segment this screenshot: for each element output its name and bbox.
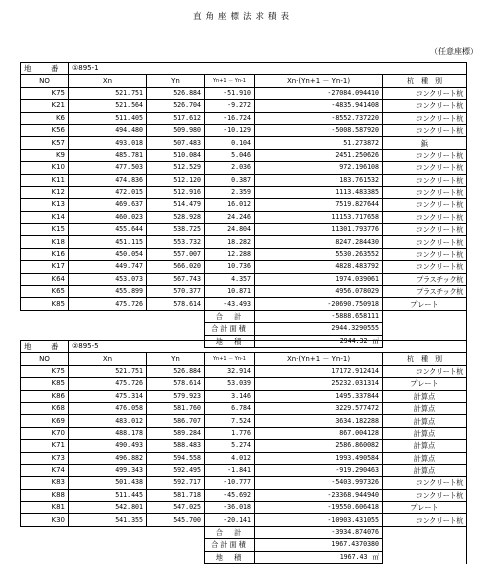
table-row <box>21 186 467 198</box>
product-value: 1495.337844 <box>255 390 383 402</box>
point-no: K10 <box>21 162 69 174</box>
y-coordinate: 526.884 <box>147 87 205 99</box>
summary-spacer <box>21 539 205 551</box>
y-coordinate: 547.025 <box>147 502 205 514</box>
point-no: K30 <box>21 514 69 526</box>
y-difference: -51.910 <box>205 87 255 99</box>
table-row <box>21 286 467 298</box>
x-coordinate: 449.747 <box>69 261 147 273</box>
stake-type: コンクリート杭 <box>383 186 467 198</box>
x-coordinate: 541.355 <box>69 514 147 526</box>
stake-type: コンクリート杭 <box>383 248 467 260</box>
product-value: -20690.750918 <box>255 298 383 310</box>
stake-type: コンクリート杭 <box>383 365 467 377</box>
product-value: 972.196108 <box>255 162 383 174</box>
y-difference: 5.274 <box>205 440 255 452</box>
point-no: K6 <box>21 112 69 124</box>
product-value: 2586.860082 <box>255 440 383 452</box>
product-value: 1993.490584 <box>255 452 383 464</box>
table-row <box>21 415 467 427</box>
table-row <box>21 273 467 285</box>
table-row <box>21 452 467 464</box>
y-coordinate: 553.732 <box>147 236 205 248</box>
y-difference: 12.288 <box>205 248 255 260</box>
product-value: -19550.606418 <box>255 502 383 514</box>
area-sum-row <box>21 323 467 335</box>
y-difference: 3.146 <box>205 390 255 402</box>
table-row <box>21 112 467 124</box>
header-row <box>21 75 467 87</box>
stake-type: 計算点 <box>383 440 467 452</box>
y-coordinate: 517.612 <box>147 112 205 124</box>
y-coordinate: 594.558 <box>147 452 205 464</box>
area-sum-value: 2944.3290555 <box>255 323 383 335</box>
summary-spacer <box>383 323 467 335</box>
y-difference: -10.777 <box>205 477 255 489</box>
y-difference: 2.359 <box>205 186 255 198</box>
x-coordinate: 474.836 <box>69 174 147 186</box>
y-coordinate: 512.529 <box>147 162 205 174</box>
product-value: 1974.039061 <box>255 273 383 285</box>
stake-type: 計算点 <box>383 415 467 427</box>
y-coordinate: 592.717 <box>147 477 205 489</box>
stake-type: 鋲 <box>383 137 467 149</box>
point-no: K73 <box>21 452 69 464</box>
area-table-body <box>21 341 467 564</box>
summary-spacer <box>21 323 205 335</box>
summary-spacer <box>21 526 205 538</box>
y-coordinate: 526.704 <box>147 100 205 112</box>
y-difference: -43.493 <box>205 298 255 310</box>
product-value: 867.004128 <box>255 427 383 439</box>
product-value: -27084.094410 <box>255 87 383 99</box>
stake-type: コンクリート杭 <box>383 112 467 124</box>
product-value: 1113.483385 <box>255 186 383 198</box>
table-row <box>21 211 467 223</box>
y-difference: -10.129 <box>205 124 255 136</box>
product-value: -23368.944940 <box>255 489 383 501</box>
header-row <box>21 353 467 365</box>
summary-spacer <box>21 551 205 563</box>
x-coordinate: 511.445 <box>69 489 147 501</box>
table-row <box>21 464 467 476</box>
point-no: K15 <box>21 224 69 236</box>
x-coordinate: 472.015 <box>69 186 147 198</box>
table-row <box>21 365 467 377</box>
y-difference: 4.012 <box>205 452 255 464</box>
x-coordinate: 455.899 <box>69 286 147 298</box>
summary-label: 地 積 <box>205 335 255 347</box>
y-difference: -45.692 <box>205 489 255 501</box>
x-coordinate: 499.343 <box>69 464 147 476</box>
stake-type: 計算点 <box>383 464 467 476</box>
summary-spacer <box>383 310 467 322</box>
x-coordinate: 455.644 <box>69 224 147 236</box>
y-difference: -1.841 <box>205 464 255 476</box>
y-difference: 16.012 <box>205 199 255 211</box>
stake-type: コンクリート杭 <box>383 477 467 489</box>
product-value: -10903.431055 <box>255 514 383 526</box>
x-coordinate: 451.115 <box>69 236 147 248</box>
x-coordinate: 501.438 <box>69 477 147 489</box>
point-no: K65 <box>21 286 69 298</box>
x-coordinate: 511.405 <box>69 112 147 124</box>
x-coordinate: 521.751 <box>69 365 147 377</box>
table-row <box>21 248 467 260</box>
stake-type: コンクリート杭 <box>383 489 467 501</box>
point-no: K18 <box>21 236 69 248</box>
table-row <box>21 149 467 161</box>
point-no: K71 <box>21 440 69 452</box>
stake-type: 計算点 <box>383 452 467 464</box>
x-coordinate: 542.801 <box>69 502 147 514</box>
y-coordinate: 579.923 <box>147 390 205 402</box>
total-row <box>21 310 467 322</box>
product-value: 183.761532 <box>255 174 383 186</box>
x-coordinate: 521.751 <box>69 87 147 99</box>
stake-type: コンクリート杭 <box>383 199 467 211</box>
y-difference: 24.804 <box>205 224 255 236</box>
coordinate-note: （任意座標） <box>430 47 478 56</box>
table-row <box>21 174 467 186</box>
y-difference: 24.246 <box>205 211 255 223</box>
land-area-value: 1967.43 ㎡ <box>255 551 383 563</box>
x-coordinate: 476.058 <box>69 402 147 414</box>
col-type: 杭 種 別 <box>383 353 467 365</box>
y-coordinate: 514.479 <box>147 199 205 211</box>
point-no: K56 <box>21 124 69 136</box>
stake-type: コンクリート杭 <box>383 87 467 99</box>
table-row <box>21 390 467 402</box>
x-coordinate: 450.054 <box>69 248 147 260</box>
product-value: 4956.078029 <box>255 286 383 298</box>
product-value: -4835.941408 <box>255 100 383 112</box>
table-row <box>21 236 467 248</box>
point-no: K68 <box>21 402 69 414</box>
land-area-value: 2944.32 ㎡ <box>255 335 383 347</box>
point-no: K14 <box>21 211 69 223</box>
stake-type: コンクリート杭 <box>383 261 467 273</box>
x-coordinate: 475.726 <box>69 298 147 310</box>
product-value: 2451.250626 <box>255 149 383 161</box>
table-row <box>21 489 467 501</box>
point-no: K75 <box>21 87 69 99</box>
table-row <box>21 124 467 136</box>
point-no: K83 <box>21 477 69 489</box>
x-coordinate: 521.564 <box>69 100 147 112</box>
lot-label: 地 番 <box>21 341 69 353</box>
y-coordinate: 507.483 <box>147 137 205 149</box>
summary-label: 地 積 <box>205 551 255 563</box>
table-row <box>21 199 467 211</box>
product-value: 7519.827644 <box>255 199 383 211</box>
y-coordinate: 538.725 <box>147 224 205 236</box>
summary-spacer <box>383 551 467 563</box>
y-coordinate: 526.884 <box>147 365 205 377</box>
point-no: K64 <box>21 273 69 285</box>
x-coordinate: 475.314 <box>69 390 147 402</box>
product-value: 4828.483792 <box>255 261 383 273</box>
product-value: 8247.284430 <box>255 236 383 248</box>
product-value: -919.290463 <box>255 464 383 476</box>
y-coordinate: 578.614 <box>147 298 205 310</box>
y-coordinate: 570.377 <box>147 286 205 298</box>
y-coordinate: 509.980 <box>147 124 205 136</box>
area-sum-value: 1967.4370380 <box>255 539 383 551</box>
lot-number: ②895-5 <box>69 341 467 353</box>
y-difference: 0.387 <box>205 174 255 186</box>
y-difference: -36.018 <box>205 502 255 514</box>
stake-type: コンクリート杭 <box>383 224 467 236</box>
stake-type: 計算点 <box>383 402 467 414</box>
y-coordinate: 512.916 <box>147 186 205 198</box>
table-row <box>21 402 467 414</box>
y-difference: -16.724 <box>205 112 255 124</box>
area-table-body <box>21 63 467 348</box>
y-difference: 0.104 <box>205 137 255 149</box>
stake-type: プレート <box>383 298 467 310</box>
y-difference: 5.046 <box>205 149 255 161</box>
area-sum-row <box>21 539 467 551</box>
col-xn: Xn <box>69 353 147 365</box>
col-yn: Yn <box>147 353 205 365</box>
table-row <box>21 162 467 174</box>
table-row <box>21 100 467 112</box>
col-yn: Yn <box>147 75 205 87</box>
product-value: -5403.997326 <box>255 477 383 489</box>
point-no: K74 <box>21 464 69 476</box>
y-difference: 10.871 <box>205 286 255 298</box>
x-coordinate: 460.023 <box>69 211 147 223</box>
x-coordinate: 477.503 <box>69 162 147 174</box>
x-coordinate: 494.480 <box>69 124 147 136</box>
point-no: K81 <box>21 502 69 514</box>
total-value: -5888.658111 <box>255 310 383 322</box>
product-value: 11301.793776 <box>255 224 383 236</box>
lot-row <box>21 341 467 353</box>
y-coordinate: 589.284 <box>147 427 205 439</box>
col-diff: Yn+1 － Yn-1 <box>205 353 255 365</box>
table-row <box>21 502 467 514</box>
page-title: 直角座標法求積表 <box>192 12 293 22</box>
point-no: K13 <box>21 199 69 211</box>
y-coordinate: 567.743 <box>147 273 205 285</box>
y-difference: 32.914 <box>205 365 255 377</box>
summary-label: 合計面積 <box>205 323 255 335</box>
total-value: -3934.874076 <box>255 526 383 538</box>
stake-type: プレート <box>383 502 467 514</box>
product-value: 3229.577472 <box>255 402 383 414</box>
summary-spacer <box>383 539 467 551</box>
point-no: K9 <box>21 149 69 161</box>
table-row <box>21 440 467 452</box>
y-difference: -9.272 <box>205 100 255 112</box>
stake-type: コンクリート杭 <box>383 211 467 223</box>
summary-spacer <box>383 526 467 538</box>
stake-type: コンクリート杭 <box>383 174 467 186</box>
y-difference: 4.357 <box>205 273 255 285</box>
stake-type: コンクリート杭 <box>383 236 467 248</box>
stake-type: プレート <box>383 378 467 390</box>
point-no: K17 <box>21 261 69 273</box>
product-value: 11153.717658 <box>255 211 383 223</box>
area-unit: ㎡ <box>372 336 379 345</box>
lot-number: ①895-1 <box>69 63 467 75</box>
lot-label: 地 番 <box>21 63 69 75</box>
col-product: Xn·(Yn+1 － Yn-1) <box>255 75 383 87</box>
y-difference: 53.039 <box>205 378 255 390</box>
y-coordinate: 512.120 <box>147 174 205 186</box>
product-value: 3634.182288 <box>255 415 383 427</box>
y-coordinate: 592.495 <box>147 464 205 476</box>
point-no: K75 <box>21 365 69 377</box>
col-xn: Xn <box>69 75 147 87</box>
point-no: K21 <box>21 100 69 112</box>
y-coordinate: 581.760 <box>147 402 205 414</box>
product-value: 51.273872 <box>255 137 383 149</box>
stake-type: コンクリート杭 <box>383 149 467 161</box>
point-no: K85 <box>21 378 69 390</box>
table-row <box>21 298 467 310</box>
product-value: -8552.737220 <box>255 112 383 124</box>
point-no: K69 <box>21 415 69 427</box>
land-area-row <box>21 551 467 563</box>
table-row <box>21 477 467 489</box>
y-coordinate: 586.707 <box>147 415 205 427</box>
y-difference: 1.776 <box>205 427 255 439</box>
summary-label: 合 計 <box>205 526 255 538</box>
stake-type: 計算点 <box>383 427 467 439</box>
table-row <box>21 261 467 273</box>
lot-row <box>21 63 467 75</box>
point-no: K12 <box>21 186 69 198</box>
table-row <box>21 224 467 236</box>
area-unit: ㎡ <box>372 552 379 561</box>
table-row <box>21 87 467 99</box>
y-difference: 7.524 <box>205 415 255 427</box>
y-difference: 18.282 <box>205 236 255 248</box>
y-difference: -20.141 <box>205 514 255 526</box>
table-row <box>21 514 467 526</box>
product-value: 25232.031314 <box>255 378 383 390</box>
stake-type: プラスチック杭 <box>383 286 467 298</box>
point-no: K11 <box>21 174 69 186</box>
point-no: K57 <box>21 137 69 149</box>
y-coordinate: 557.007 <box>147 248 205 260</box>
x-coordinate: 496.882 <box>69 452 147 464</box>
product-value: 5530.263552 <box>255 248 383 260</box>
summary-label: 合計面積 <box>205 539 255 551</box>
table-row <box>21 427 467 439</box>
y-coordinate: 566.020 <box>147 261 205 273</box>
col-no: NO <box>21 75 69 87</box>
point-no: K86 <box>21 390 69 402</box>
stake-type: コンクリート杭 <box>383 162 467 174</box>
x-coordinate: 485.781 <box>69 149 147 161</box>
y-coordinate: 588.483 <box>147 440 205 452</box>
y-coordinate: 528.928 <box>147 211 205 223</box>
stake-type: プラスチック杭 <box>383 273 467 285</box>
x-coordinate: 469.637 <box>69 199 147 211</box>
stake-type: 計算点 <box>383 390 467 402</box>
stake-type: コンクリート杭 <box>383 514 467 526</box>
col-product: Xn·(Yn+1 － Yn-1) <box>255 353 383 365</box>
y-difference: 6.784 <box>205 402 255 414</box>
area-table-1 <box>20 62 466 348</box>
y-difference: 2.036 <box>205 162 255 174</box>
x-coordinate: 493.018 <box>69 137 147 149</box>
table-row <box>21 137 467 149</box>
table-row <box>21 378 467 390</box>
x-coordinate: 475.726 <box>69 378 147 390</box>
area-table-2 <box>20 340 466 564</box>
stake-type: コンクリート杭 <box>383 100 467 112</box>
product-value: 17172.912414 <box>255 365 383 377</box>
col-type: 杭 種 別 <box>383 75 467 87</box>
y-coordinate: 510.084 <box>147 149 205 161</box>
y-coordinate: 545.700 <box>147 514 205 526</box>
x-coordinate: 488.178 <box>69 427 147 439</box>
y-difference: 10.736 <box>205 261 255 273</box>
summary-spacer <box>21 310 205 322</box>
point-no: K88 <box>21 489 69 501</box>
y-coordinate: 578.614 <box>147 378 205 390</box>
product-value: -5008.587920 <box>255 124 383 136</box>
total-row <box>21 526 467 538</box>
x-coordinate: 483.012 <box>69 415 147 427</box>
stake-type: コンクリート杭 <box>383 124 467 136</box>
x-coordinate: 453.073 <box>69 273 147 285</box>
summary-label: 合 計 <box>205 310 255 322</box>
point-no: K85 <box>21 298 69 310</box>
point-no: K16 <box>21 248 69 260</box>
point-no: K70 <box>21 427 69 439</box>
col-diff: Yn+1 － Yn-1 <box>205 75 255 87</box>
col-no: NO <box>21 353 69 365</box>
x-coordinate: 490.493 <box>69 440 147 452</box>
y-coordinate: 581.718 <box>147 489 205 501</box>
